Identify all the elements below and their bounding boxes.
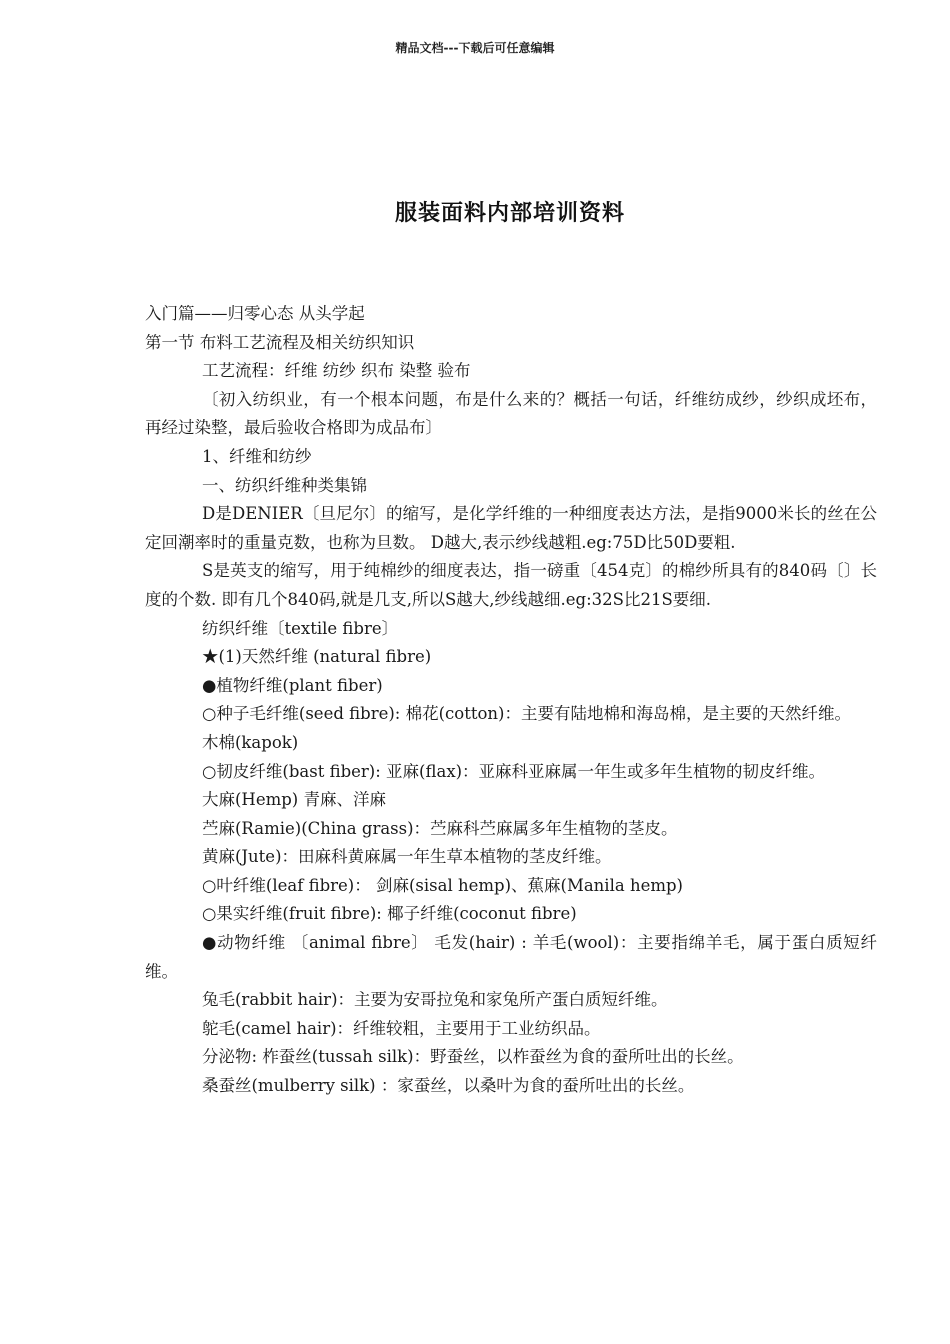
paragraph: 木棉(kapok) — [202, 732, 299, 752]
document-body — [145, 300, 877, 1101]
page-header-watermark: 精品文档---下载后可任意编辑 — [395, 41, 555, 55]
document-title: 服装面料内部培训资料 — [394, 201, 625, 226]
paragraph: 一、纺织纤维种类集锦 — [202, 475, 367, 495]
paragraph: 苎麻(Ramie)(China grass)：苎麻科苎麻属多年生植物的茎皮。 — [202, 818, 678, 838]
paragraph-intro-heading: 入门篇——归零心态 从头学起 — [145, 304, 365, 323]
paragraph: 大麻(Hemp) 青麻、洋麻 — [202, 790, 386, 810]
paragraph: S是英支的缩写，用于纯棉纱的细度表达，指一磅重〔454克〕的棉纱所具有的840码〔〕长度的个数. 即有几个840码,就是几支,所以S越大,纱线越细.eg:32S比21S要细. — [145, 561, 877, 609]
paragraph: 1、纤维和纺纱 — [202, 446, 312, 466]
paragraph: ●植物纤维(plant fiber) — [202, 675, 383, 695]
paragraph: 黄麻(Jute)：田麻科黄麻属一年生草本植物的茎皮纤维。 — [202, 847, 612, 867]
paragraph: ○叶纤维(leaf fibre)： 剑麻(sisal hemp)、蕉麻(Manila hemp) — [202, 875, 683, 895]
paragraph: 分泌物: 柞蚕丝(tussah silk)：野蚕丝，以柞蚕丝为食的蚕所吐出的长丝。 — [202, 1047, 744, 1067]
paragraph: ●动物纤维 〔animal fibre〕 毛发(hair) : 羊毛(wool)：主要指绵羊毛，属于蛋白质短纤维。 — [145, 933, 877, 981]
paragraph: ○韧皮纤维(bast fiber): 亚麻(flax)：亚麻科亚麻属一年生或多年生植物的韧皮纤维。 — [202, 761, 826, 781]
paragraph: D是DENIER〔旦尼尔〕的缩写，是化学纤维的一种细度表达方法，是指9000米长的丝在公定回潮率时的重量克数，也称为旦数。 D越大,表示纱线越粗.eg:75D比50D要粗. — [145, 504, 877, 552]
paragraph: ★(1)天然纤维 (natural fibre) — [202, 647, 432, 667]
paragraph-section-heading: 第一节 布料工艺流程及相关纺织知识 — [145, 332, 415, 352]
paragraph: 兔毛(rabbit hair)：主要为安哥拉兔和家兔所产蛋白质短纤维。 — [202, 990, 668, 1010]
paragraph: ○种子毛纤维(seed fibre): 棉花(cotton)：主要有陆地棉和海岛棉，是主要的天然纤维。 — [202, 704, 851, 724]
paragraph: 工艺流程：纤维 纺纱 织布 染整 验布 — [202, 361, 471, 381]
paragraph: ○果实纤维(fruit fibre): 椰子纤维(coconut fibre) — [202, 904, 577, 924]
paragraph: 〔初入纺织业，有一个根本问题，布是什么来的？概括一句话，纤维纺成纱，纱织成坯布，再经过染整，最后验收合格即为成品布〕 — [145, 389, 877, 438]
paragraph: 鸵毛(camel hair)：纤维较粗，主要用于工业纺织品。 — [202, 1018, 601, 1038]
paragraph: 纺织纤维〔textile fibre〕 — [202, 618, 399, 638]
paragraph: 桑蚕丝(mulberry silk) ：家蚕丝，以桑叶为食的蚕所吐出的长丝。 — [202, 1076, 695, 1096]
